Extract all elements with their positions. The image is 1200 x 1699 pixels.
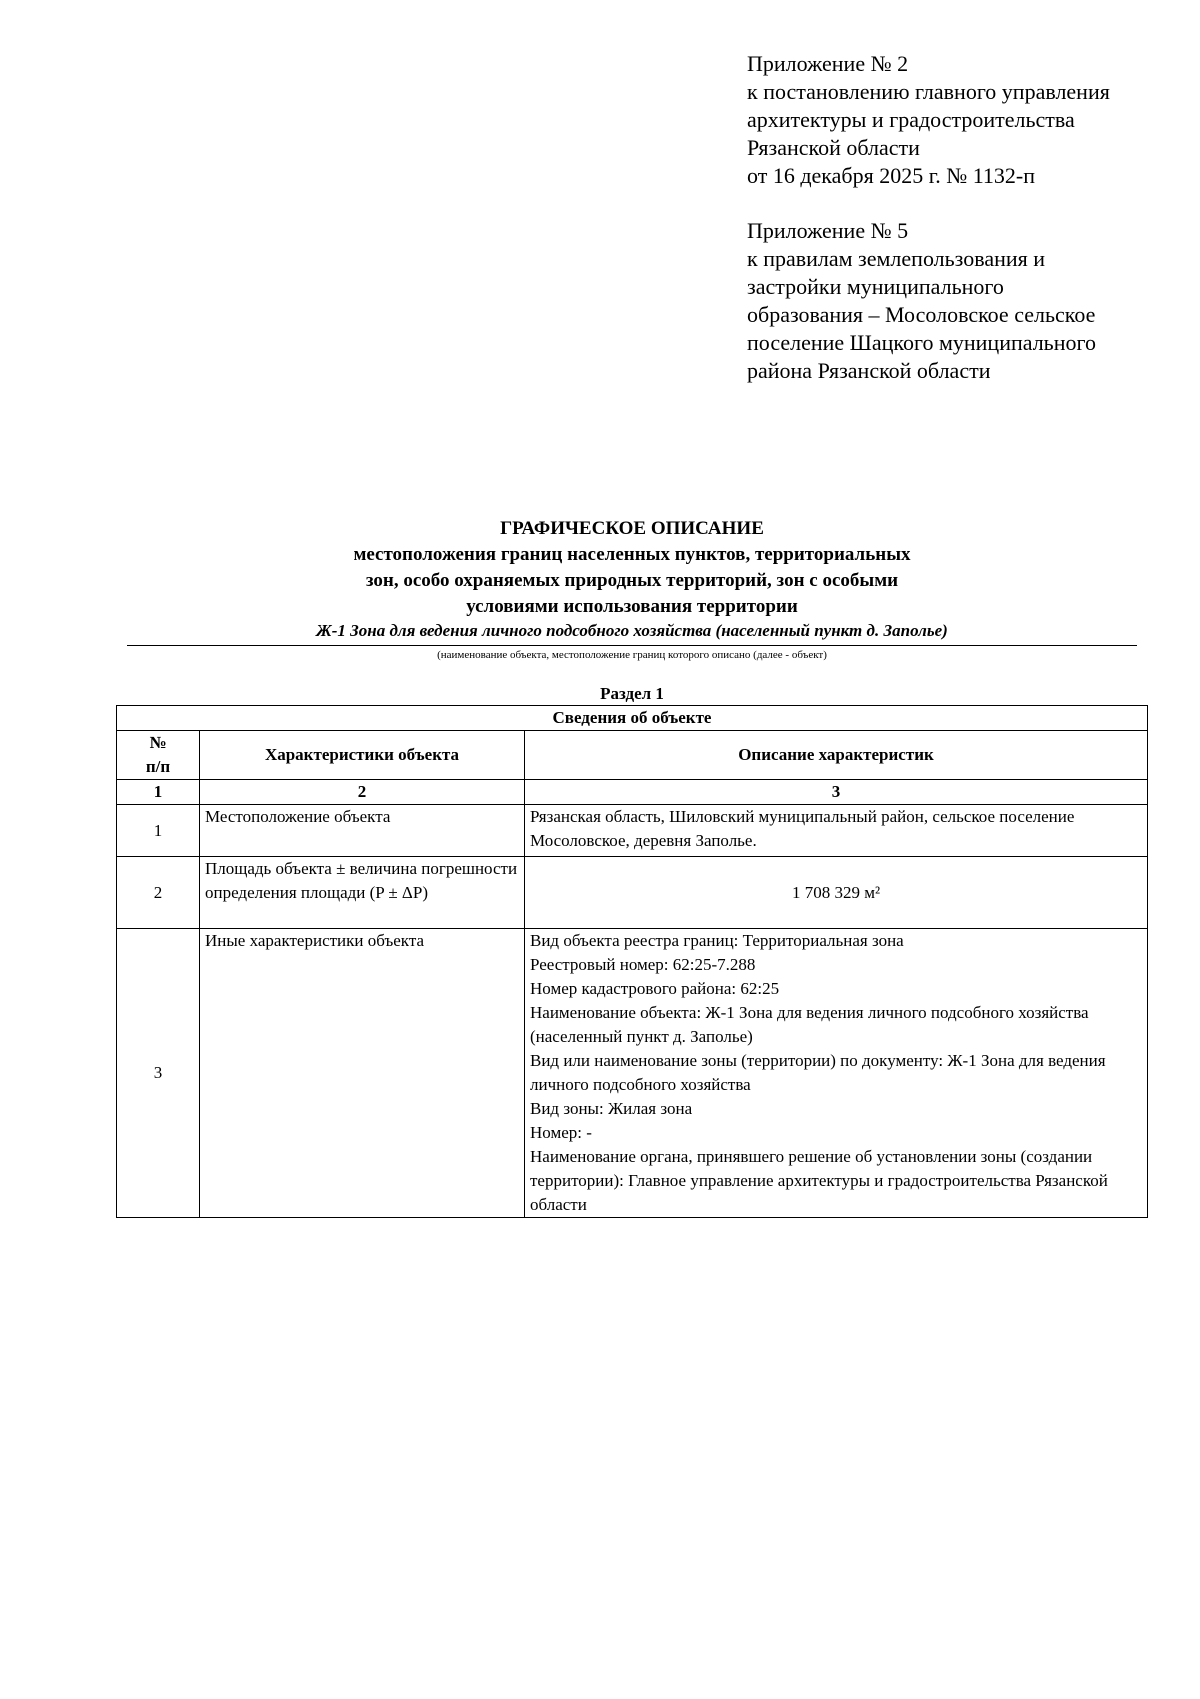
annex-line: к правилам землепользования и [747,246,1046,271]
annex-line: Рязанской области [747,135,920,160]
document-subtitle-line: зон, особо охраняемых природных территорий, зон с особыми [365,570,899,591]
description-line: Номер кадастрового района: 62:25 [530,979,780,998]
header-number-line2: п/п [145,757,171,776]
table-row [117,929,1148,1218]
document-heading [127,516,1137,642]
annex-line: района Рязанской области [747,358,991,383]
annex-reference-decree [747,50,1167,190]
description-line: Вид зоны: Жилая зона [530,1099,693,1118]
table-title: Сведения об объекте [117,706,1148,731]
column-number: 3 [525,780,1148,805]
document-title: ГРАФИЧЕСКОЕ ОПИСАНИЕ [500,518,764,539]
table-title-row [117,706,1148,731]
row-characteristic: Иные характеристики объекта [200,929,525,1218]
row-description: Рязанская область, Шиловский муниципальный район, сельское поселение Мосоловское, деревня Заполье. [525,805,1148,857]
annex-line: Приложение № 2 [747,51,909,76]
annex-line: Приложение № 5 [747,218,909,243]
description-line: Реестровый номер: 62:25-7.288 [530,955,756,974]
annex-line: застройки муниципального [747,274,1004,299]
column-number: 2 [200,780,525,805]
description-line: Наименование органа, принявшего решение об установлении зоны (создании территории): Главное управление архитектуры и градостроительства Рязанской области [530,1147,1108,1214]
row-number: 2 [117,857,200,929]
annex-line: архитектуры и градостроительства [747,107,1075,132]
column-number: 1 [117,780,200,805]
table-row [117,857,1148,929]
description-line: Номер: - [530,1123,592,1142]
annex-line: к постановлению главного управления [747,79,1110,104]
header-description: Описание характеристик [525,731,1148,780]
header-number-line1: № [149,733,167,752]
document-subtitle-line: местоположения границ населенных пунктов, территориальных [353,544,911,565]
description-line: Наименование объекта: Ж-1 Зона для ведения личного подсобного хозяйства (населенный пункт д. Заполье) [530,1003,1089,1046]
description-line: Вид или наименование зоны (территории) по документу: Ж-1 Зона для ведения личного подсобного хозяйства [530,1051,1106,1094]
annex-line: поселение Шацкого муниципального [747,330,1096,355]
object-name-underline [127,645,1137,646]
row-characteristic: Местоположение объекта [200,805,525,857]
section-title: Раздел 1 [600,684,664,703]
table-row [117,805,1148,857]
header-characteristic: Характеристики объекта [200,731,525,780]
document-subtitle-line: условиями использования территории [466,596,798,617]
annex-reference-rules [747,217,1167,385]
row-number: 1 [117,805,200,857]
table-header-row [117,731,1148,780]
row-characteristic: Площадь объекта ± величина погрешности определения площади (P ± ΔP) [200,857,525,929]
object-name-caption: (наименование объекта, местоположение границ которого описано (далее - объект) [437,649,827,661]
row-number: 3 [117,929,200,1218]
header-number [117,731,200,780]
object-name: Ж-1 Зона для ведения личного подсобного хозяйства (населенный пункт д. Заполье) [316,621,948,640]
annex-line: от 16 декабря 2025 г. № 1132-п [747,163,1036,188]
row-description [525,929,1148,1218]
column-numbers-row [117,780,1148,805]
object-info-table [116,705,1148,1218]
description-line: Вид объекта реестра границ: Территориальная зона [530,931,904,950]
row-description: 1 708 329 м² [525,857,1148,929]
annex-line: образования – Мосоловское сельское [747,302,1096,327]
